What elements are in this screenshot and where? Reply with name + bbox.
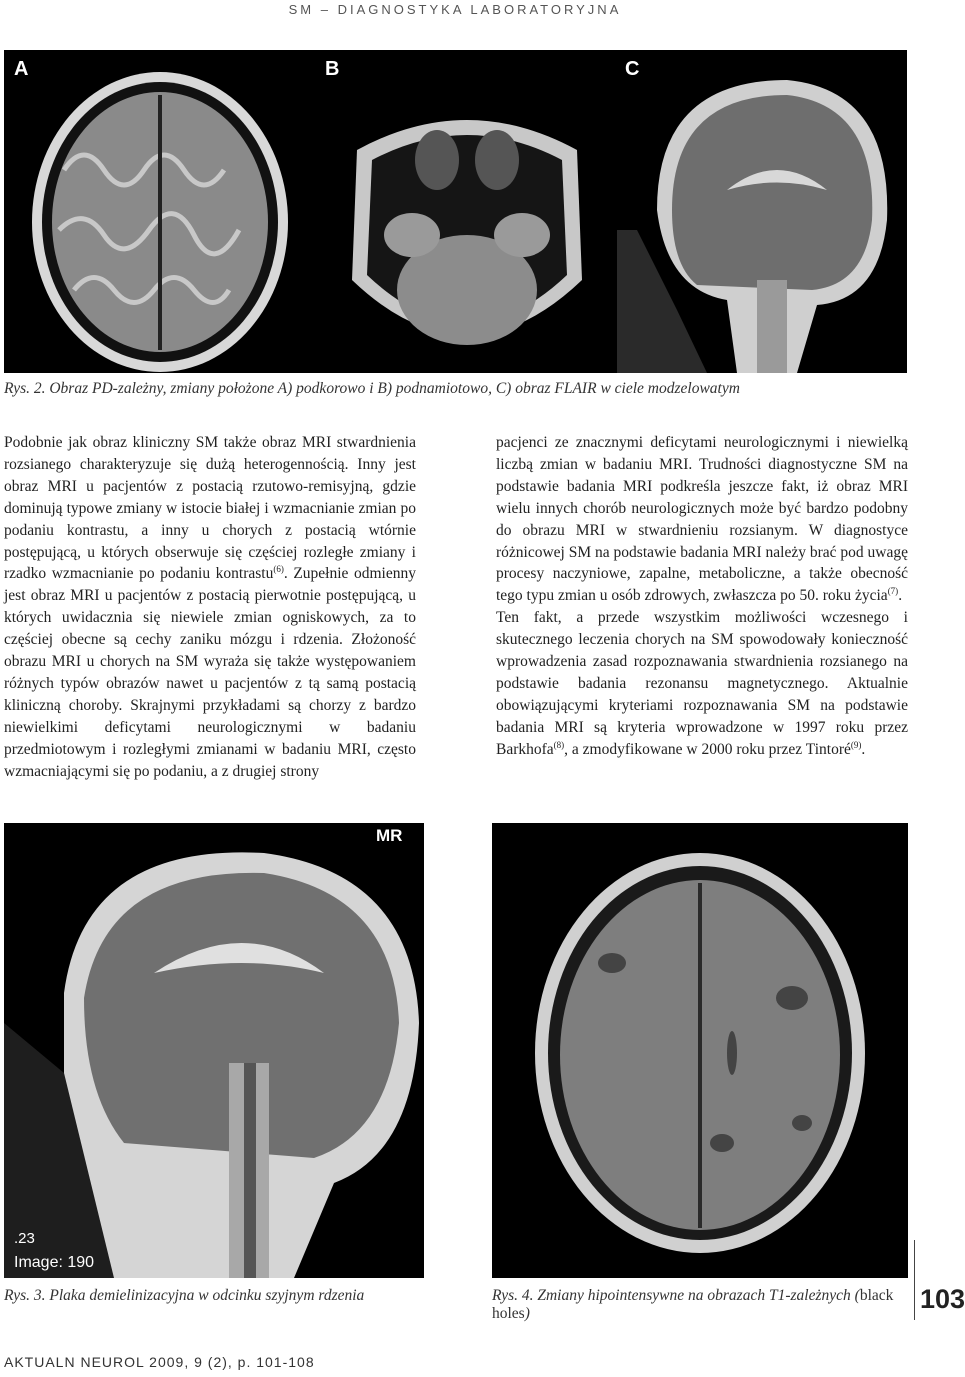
figure2-panel-b: [317, 50, 617, 373]
reference-8: (8): [553, 739, 565, 750]
page-number: 103: [920, 1284, 965, 1314]
right-paragraph-1: pacjenci ze znacznymi deficytami neurologicznymi i niewielką liczbą zmian w badaniu MRI. Trudności diagnostyczne SM na podstawie badania MRI podkreśla jeszcze fakt, iż obraz MRI wielu innych chorób neurologicznych może być bardzo podobny do obrazu MRI w stwardnieniu rozsianym. W diagnostyce różnicowej SM na podstawie badania MRI należy brać pod uwagę procesy naczyniowe, zapalne, metaboliczne, a także obecność tego typu zmian u osób zdrowych, zwłaszcza po 50. roku życia$^{(7)}$.: [496, 434, 908, 605]
axial-mri-image-b: [317, 50, 617, 373]
figure4-image: [492, 823, 908, 1278]
page-number-rule: [914, 1240, 915, 1320]
panel-label-b: B: [325, 58, 340, 80]
left-paragraph: Podobnie jak obraz kliniczny SM także obraz MRI stwardnienia rozsianego charakteryzuje się dużą heterogennością. Inny jest obraz MRI u pacjentów z postacią rzutowo-remisyjną, gdzie dominują typowe zmiany w istocie białej i wzmacnianie zmian po podaniu kontrastu, a inny u chorych z postacią wtórnie postępującą, u których obserwuje się częściej rozległe zmiany i rzadko wzmacnianie po podaniu kontrastu$^{(6)}$. Zupełnie odmienny jest obraz MRI u pacjentów z postacią pierwotnie postępującą, u których uwidacznia się niewiele zmian ogniskowych, za to częściej obecne są cechy zaniku mózgu i rdzenia. Złożoność obrazu MRI u chorych na SM wyraża się także występowaniem różnych typów obrazów nawet u pacjentów z tą samą postacią kliniczną choroby. Skrajnymi przykładami są chorzy z bardzo niewielkimi deficytami neurologicznymi w badaniu przedmiotowym i rozległymi zmianami w badaniu MRI, często wzmacniającymi się po podaniu, a z drugiej strony: [4, 434, 416, 780]
reference-7: (7): [887, 586, 899, 597]
sagittal-mri-image-c: [617, 50, 907, 373]
figure4-caption: Rys. 4. Zmiany hipointensywne na obrazach T1-zależnych (black holes): [492, 1287, 894, 1322]
panel-label-a: A: [14, 58, 29, 80]
footer-citation: AKTUALN NEUROL 2009, 9 (2), p. 101-108: [4, 1354, 315, 1370]
figure2-panel-a: [4, 50, 317, 373]
mri-overlay-image-number: Image: 190: [14, 1254, 95, 1271]
figure2-caption: Rys. 2. Obraz PD-zależny, zmiany położone A) podkorowo i B) podnamiotowo, C) obraz FLAIR w ciele modzelowatym: [4, 380, 740, 397]
figure3-image: [4, 823, 424, 1278]
panel-label-c: C: [625, 58, 640, 80]
sagittal-spine-mri: [4, 823, 424, 1278]
reference-9: (9): [850, 739, 862, 750]
left-text-column: [4, 432, 416, 783]
right-paragraph-2: Ten fakt, a przede wszystkim możliwości wczesnego i skutecznego leczenia chorych na SM spowodowały konieczność wprowadzenia zasad rozpoznawania stwardnienia rozsianego na podstawie badania rezonansu magnetycznego. Aktualnie obowiązującymi kryteriami rozpoznawania SM na podstawie badania MRI są kryteria wprowadzone w 1997 roku przez Barkhofa$^{(8)}$, a zmodyfikowane w 2000 roku przez Tintoré$^{(9)}$.: [496, 609, 908, 758]
figure2-panel-c: [617, 50, 907, 373]
axial-mri-image-a: [4, 50, 317, 373]
mri-overlay-number: .23: [14, 1230, 35, 1247]
axial-t1-mri: [492, 823, 908, 1278]
running-header: SM – DIAGNOSTYKA LABORATORYJNA: [288, 2, 622, 17]
right-text-column: [496, 432, 908, 761]
figure3-caption: Rys. 3. Plaka demielinizacyjna w odcinku szyjnym rdzenia: [4, 1287, 365, 1304]
reference-6: (6): [273, 564, 284, 575]
mri-overlay-top: MR: [376, 826, 403, 845]
